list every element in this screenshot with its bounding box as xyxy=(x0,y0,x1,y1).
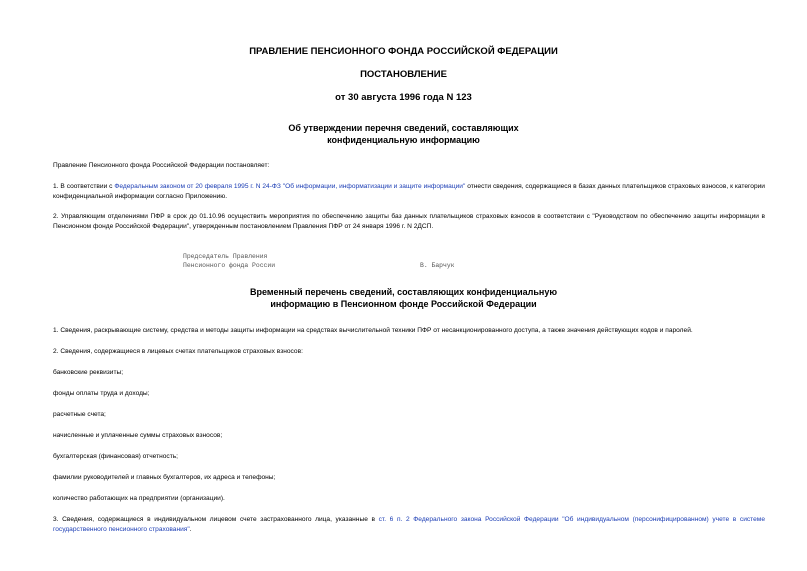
paragraph-2-text: 2. Управляющим отделениями ПФР в срок до 01.10.96 осуществить мероприятия по обеспечению защиты баз данных плательщиков страховых взносов в соответствии с "Руководством по обеспечению защиты информации в Пенсионном фонде Российской Федерации", утвержденным постановлением Правления ПФР от 24 января 1996 г. N 2ДСП. xyxy=(53,213,765,230)
appendix-item-2-text: 2. Сведения, содержащиеся в лицевых счетах плательщиков страховых взносов: xyxy=(53,348,303,355)
list-item: начисленные и уплаченные суммы страховых взносов; xyxy=(53,432,223,439)
list-item: фонды оплаты труда и доходы; xyxy=(53,390,150,397)
paragraph-1 xyxy=(53,182,765,202)
list-item: расчетные счета; xyxy=(53,411,106,418)
signature-title-line2: Пенсионного фонда России xyxy=(183,262,276,269)
document-title-line2: конфиденциальную информацию xyxy=(327,135,480,145)
appendix-item-2 xyxy=(53,347,765,357)
federal-law-24fz-link[interactable]: Федеральным законом от 20 февраля 1995 г. N 24-ФЗ "Об информации, информатизации и защите информации" xyxy=(114,183,466,190)
list-item: количество работающих на предприятии (организации). xyxy=(53,495,225,502)
federal-law-personified-accounting-link[interactable]: ст. 6 п. 2 Федерального закона Российской Федерации "Об индивидуальном (персонифицированном) учете в системе государственного пенсионного страхования" xyxy=(53,516,765,533)
appendix-item-3 xyxy=(53,515,765,535)
appendix-title-line1: Временный перечень сведений, составляющих конфиденциальную xyxy=(249,287,558,297)
organization-heading: ПРАВЛЕНИЕ ПЕНСИОННОГО ФОНДА РОССИЙСКОЙ ФЕДЕРАЦИИ xyxy=(249,46,558,57)
appendix-item-1-text: 1. Сведения, раскрывающие систему, средства и методы защиты информации на средствах вычислительной техники ПФР от несанкционированного доступа, а также значения действующих кодов и паролей. xyxy=(53,327,693,334)
appendix-title-line2: информацию в Пенсионном фонде Российской Федерации xyxy=(270,299,537,309)
intro-text: Правление Пенсионного фонда Российской Федерации постановляет: xyxy=(53,162,270,169)
signature-title-line1: Председатель Правления xyxy=(183,253,268,260)
paragraph-1-after: отнести сведения, содержащиеся в базах данных плательщиков страховых взносов, к категории конфиденциальной информации согласно Приложению. xyxy=(53,183,765,200)
paragraph-1-before: 1. В соответствии с xyxy=(53,183,115,190)
appendix-item-3-after: . xyxy=(189,526,192,533)
document-title xyxy=(0,122,807,146)
paragraph-2 xyxy=(53,212,765,232)
intro-paragraph xyxy=(53,161,765,171)
list-item: бухгалтерская (финансовая) отчетность; xyxy=(53,453,179,460)
appendix-item-1 xyxy=(53,326,765,336)
list-item: банковские реквизиты; xyxy=(53,369,124,376)
appendix-item-3-before: 3. Сведения, содержащиеся в индивидуальном лицевом счете застрахованного лица, указанные в xyxy=(53,516,379,523)
list-item: фамилии руководителей и главных бухгалтеров, их адреса и телефоны; xyxy=(53,474,276,481)
document-date-number: от 30 августа 1996 года N 123 xyxy=(335,92,472,103)
signature-name: В. Барчук xyxy=(420,262,455,269)
document-title-line1: Об утверждении перечня сведений, составляющих xyxy=(288,123,519,133)
document-type: ПОСТАНОВЛЕНИЕ xyxy=(360,69,447,80)
appendix-title xyxy=(0,286,807,310)
